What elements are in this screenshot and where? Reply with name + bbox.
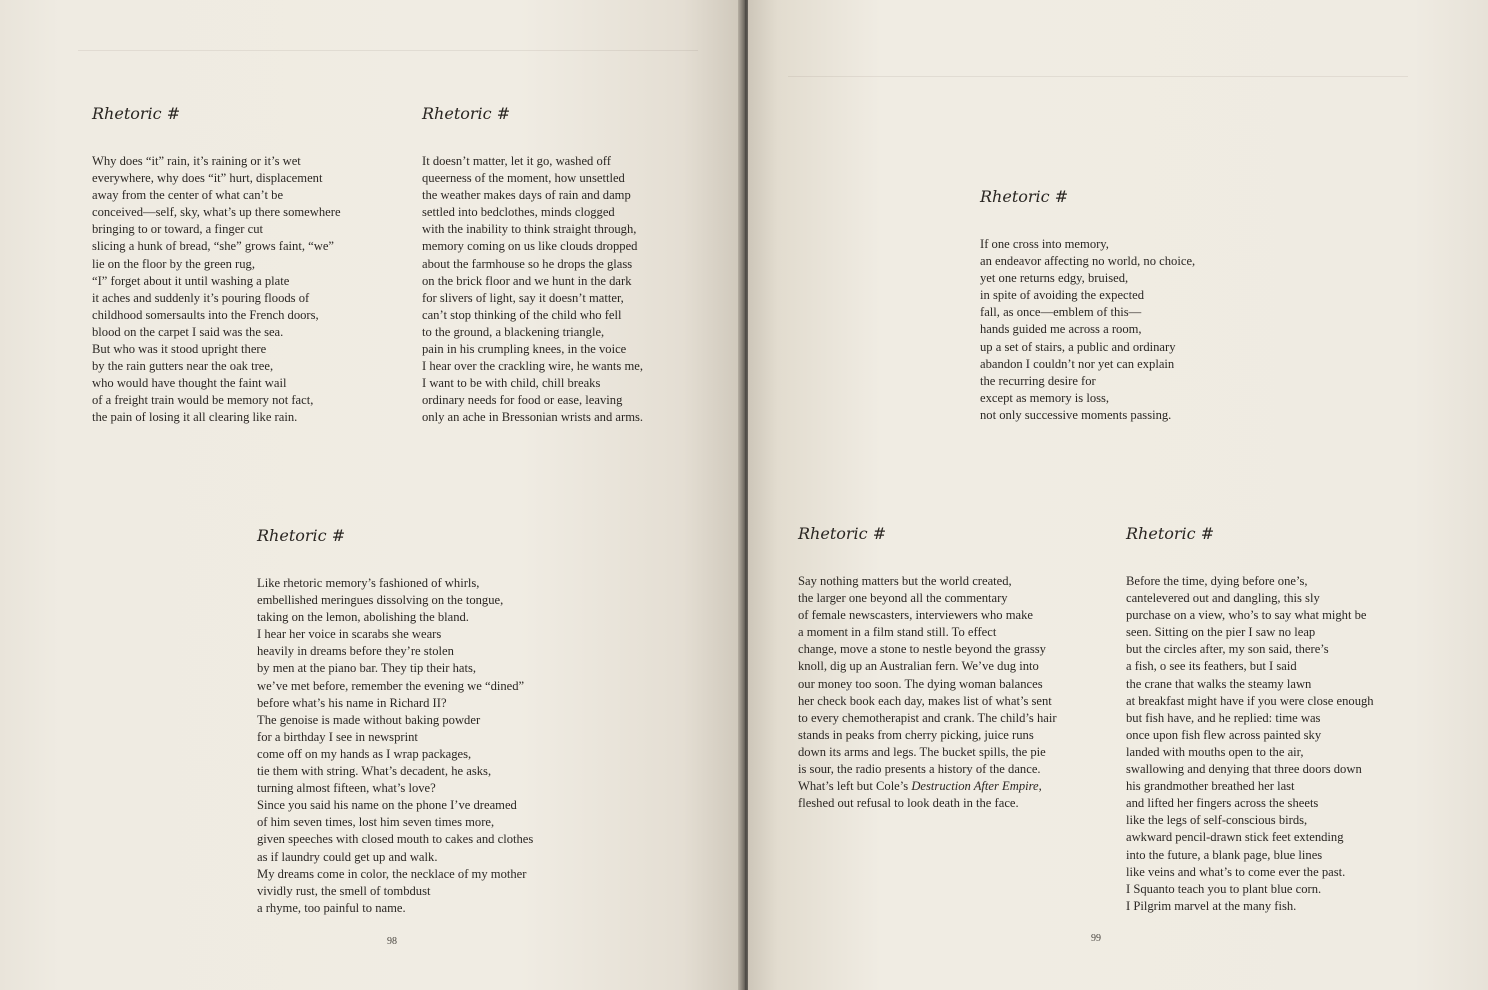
poem-line: in spite of avoiding the expected xyxy=(980,288,1145,303)
poem-line: not only successive moments passing. xyxy=(980,407,1172,422)
poem-line: away from the center of what can’t be xyxy=(92,188,284,203)
poem-line: but fish have, and he replied: time was xyxy=(1126,710,1321,725)
poem-line: a moment in a film stand still. To effect xyxy=(798,625,997,640)
poem-line: slicing a hunk of bread, “she” grows faint, “we” xyxy=(92,239,334,254)
poem-line: fleshed out refusal to look death in the face. xyxy=(798,796,1019,811)
poem-line: of female newscasters, interviewers who make xyxy=(798,608,1033,623)
poem-line: a fish, o see its feathers, but I said xyxy=(1126,659,1297,674)
poem-line: I Squanto teach you to plant blue corn. xyxy=(1126,881,1322,896)
poem-line: like veins and what’s to come ever the past. xyxy=(1126,864,1346,879)
poem-line: can’t stop thinking of the child who fell xyxy=(422,307,622,322)
poem-line: What’s left but Cole’s Destruction After Empire, xyxy=(798,779,1042,794)
poem-line: come off on my hands as I wrap packages, xyxy=(257,746,472,761)
poem-line: of him seven times, lost him seven times more, xyxy=(257,815,495,830)
poem-line: settled into bedclothes, minds clogged xyxy=(422,205,615,220)
poem-c xyxy=(257,526,533,917)
poem-line: turning almost fifteen, what’s love? xyxy=(257,781,436,796)
poem-line: Since you said his name on the phone I’ve dreamed xyxy=(257,798,517,813)
poem-c-lines xyxy=(257,575,533,917)
poem-d-heading: Rhetoric # xyxy=(980,187,1069,206)
poem-line: cantelevered out and dangling, this sly xyxy=(1126,591,1320,606)
poem-line: to every chemotherapist and crank. The child’s hair xyxy=(798,710,1057,725)
right-page xyxy=(748,0,1488,990)
poem-line: the pain of losing it all clearing like rain. xyxy=(92,410,298,425)
poem-line: the weather makes days of rain and damp xyxy=(422,188,631,203)
page-number-right: 99 xyxy=(1091,933,1101,944)
poem-e-heading: Rhetoric # xyxy=(798,524,887,543)
poem-line: it aches and suddenly it’s pouring floods of xyxy=(92,290,310,305)
poem-line: everywhere, why does “it” hurt, displacement xyxy=(92,171,323,186)
poem-line: landed with mouths open to the air, xyxy=(1126,744,1304,759)
poem-line: ordinary needs for food or ease, leaving xyxy=(422,393,623,408)
poem-line: hands guided me across a room, xyxy=(980,322,1142,337)
poem-line: I hear her voice in scarabs she wears xyxy=(257,627,442,642)
poem-line: of a freight train would be memory not fact, xyxy=(92,393,314,408)
poem-line: If one cross into memory, xyxy=(980,237,1109,251)
poem-d-lines xyxy=(980,236,1195,424)
poem-line: queerness of the moment, how unsettled xyxy=(422,171,625,186)
poem-line: Say nothing matters but the world created, xyxy=(798,574,1012,588)
left-page xyxy=(0,0,742,990)
poem-line: up a set of stairs, a public and ordinary xyxy=(980,339,1176,354)
poem-line: the crane that walks the steamy lawn xyxy=(1126,676,1312,691)
poem-line: at breakfast might have if you were close enough xyxy=(1126,693,1374,708)
poem-e xyxy=(798,524,1057,812)
poem-line: but the circles after, my son said, there’s xyxy=(1126,642,1329,657)
poem-line: seen. Sitting on the pier I saw no leap xyxy=(1126,625,1316,640)
poem-line: like the legs of self-conscious birds, xyxy=(1126,813,1308,828)
poem-line: awkward pencil-drawn stick feet extending xyxy=(1126,830,1344,845)
poem-line: blood on the carpet I said was the sea. xyxy=(92,324,284,339)
poem-line: a rhyme, too painful to name. xyxy=(257,900,406,915)
poem-line: Before the time, dying before one’s, xyxy=(1126,574,1308,588)
poem-a xyxy=(92,104,341,427)
poem-line: “I” forget about it until washing a plate xyxy=(92,273,290,288)
poem-line: taking on the lemon, abolishing the bland. xyxy=(257,610,469,625)
poem-line: by men at the piano bar. They tip their hats, xyxy=(257,661,477,676)
poem-line: vividly rust, the smell of tombdust xyxy=(257,883,431,898)
poem-line: for a birthday I see in newsprint xyxy=(257,729,418,744)
poem-line: I want to be with child, chill breaks xyxy=(422,376,601,391)
poem-line: change, move a stone to nestle beyond the grassy xyxy=(798,642,1046,657)
poem-line: It doesn’t matter, let it go, washed off xyxy=(422,154,611,168)
poem-f-lines xyxy=(1126,573,1374,915)
page-number-left: 98 xyxy=(387,936,397,947)
poem-line: given speeches with closed mouth to cakes and clothes xyxy=(257,832,534,847)
poem-line: childhood somersaults into the French doors, xyxy=(92,307,319,322)
poem-c-heading: Rhetoric # xyxy=(257,526,346,545)
poem-line: our money too soon. The dying woman balances xyxy=(798,676,1043,691)
poem-line: Why does “it” rain, it’s raining or it’s wet xyxy=(92,154,301,168)
poem-line: purchase on a view, who’s to say what might be xyxy=(1126,608,1367,623)
poem-line: for slivers of light, say it doesn’t matter, xyxy=(422,290,624,305)
poem-line: except as memory is loss, xyxy=(980,390,1110,405)
poem-line: and lifted her fingers across the sheets xyxy=(1126,796,1319,811)
poem-line: the larger one beyond all the commentary xyxy=(798,591,1008,606)
poem-line: an endeavor affecting no world, no choice, xyxy=(980,254,1196,269)
poem-b-heading: Rhetoric # xyxy=(422,104,511,123)
poem-line: before what’s his name in Richard II? xyxy=(257,695,447,710)
poem-line: I Pilgrim marvel at the many fish. xyxy=(1126,898,1297,913)
poem-line: swallowing and denying that three doors down xyxy=(1126,762,1362,777)
poem-a-heading: Rhetoric # xyxy=(92,104,181,123)
poem-line: lie on the floor by the green rug, xyxy=(92,256,255,271)
poem-line: The genoise is made without baking powder xyxy=(257,712,481,727)
poem-line: who would have thought the faint wail xyxy=(92,376,287,391)
poem-line: conceived—self, sky, what’s up there somewhere xyxy=(92,205,341,220)
poem-line: by the rain gutters near the oak tree, xyxy=(92,359,274,374)
poem-line: pain in his crumpling knees, in the voice xyxy=(422,342,627,357)
poem-f xyxy=(1126,524,1374,915)
poem-d xyxy=(980,187,1195,424)
poem-line: embellished meringues dissolving on the tongue, xyxy=(257,593,504,608)
poem-line: Like rhetoric memory’s fashioned of whirls, xyxy=(257,576,480,590)
poem-line: abandon I couldn’t nor yet can explain xyxy=(980,356,1175,371)
poem-line: heavily in dreams before they’re stolen xyxy=(257,644,454,659)
poem-line: down its arms and legs. The bucket spills, the pie xyxy=(798,744,1046,759)
poem-line: knoll, dig up an Australian fern. We’ve dug into xyxy=(798,659,1039,674)
poem-e-lines xyxy=(798,573,1057,812)
poem-a-lines xyxy=(92,153,341,427)
poem-line: My dreams come in color, the necklace of my mother xyxy=(257,866,527,881)
poem-line: her check book each day, makes list of what’s sent xyxy=(798,693,1052,708)
poem-line: fall, as once—emblem of this— xyxy=(980,305,1142,320)
poem-line: stands in peaks from cherry picking, juice runs xyxy=(798,727,1034,742)
poem-line: But who was it stood upright there xyxy=(92,342,267,357)
poem-b xyxy=(422,104,643,427)
poem-line: into the future, a blank page, blue lines xyxy=(1126,847,1323,862)
poem-line: bringing to or toward, a finger cut xyxy=(92,222,264,237)
poem-line: his grandmother breathed her last xyxy=(1126,779,1295,794)
poem-line: about the farmhouse so he drops the glass xyxy=(422,256,633,271)
poem-b-lines xyxy=(422,153,643,427)
poem-line: tie them with string. What’s decadent, he asks, xyxy=(257,764,492,779)
poem-line: on the brick floor and we hunt in the dark xyxy=(422,273,632,288)
poem-line: yet one returns edgy, bruised, xyxy=(980,271,1129,286)
poem-line: memory coming on us like clouds dropped xyxy=(422,239,638,254)
poem-line: the recurring desire for xyxy=(980,373,1096,388)
poem-f-heading: Rhetoric # xyxy=(1126,524,1215,543)
poem-line: only an ache in Bressonian wrists and arms. xyxy=(422,410,644,425)
poem-line: with the inability to think straight through, xyxy=(422,222,637,237)
poem-line: is sour, the radio presents a history of the dance. xyxy=(798,762,1041,777)
poem-line: as if laundry could get up and walk. xyxy=(257,849,438,864)
poem-line: once upon fish flew across painted sky xyxy=(1126,727,1322,742)
poem-line: we’ve met before, remember the evening we “dined” xyxy=(257,678,525,693)
poem-line: to the ground, a blackening triangle, xyxy=(422,324,605,339)
poem-line: I hear over the crackling wire, he wants me, xyxy=(422,359,643,374)
